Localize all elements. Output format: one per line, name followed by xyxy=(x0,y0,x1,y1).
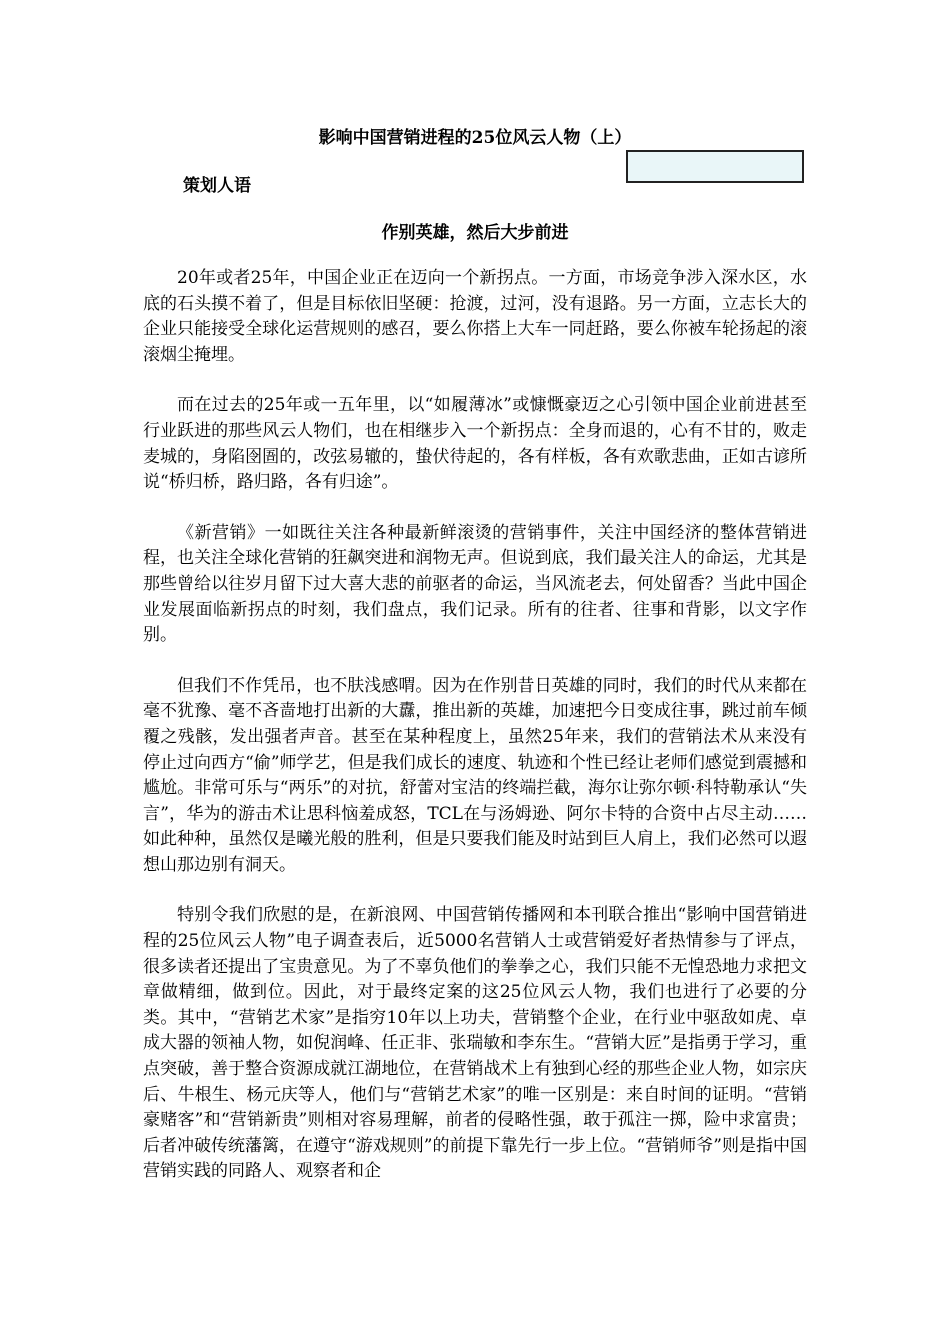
article-subtitle: 作别英雄，然后大步前进 xyxy=(381,223,569,243)
paragraph-5: 特别令我们欣慰的是，在新浪网、中国营销传播网和本刊联合推出“影响中国营销进程的25位风云人物”电子调查表后，近5000名营销人士或营销爱好者热情参与了评点，很多读者还提出了宝贵意见。为了不辜负他们的拳拳之心，我们只能不无惶恐地力求把文章做精细，做到位。因此，对于最终定案的这25位风云人物，我们也进行了必要的分类。其中，“营销艺术家”是指穷10年以上功夫，营销整个企业，在行业中驱敌如虎、卓成大器的领袖人物，如倪润峰、任正非、张瑞敏和李东生。“营销大匠”是指勇于学习，重点突破，善于整合资源成就江湖地位，在营销战术上有独到心经的那些企业人物，如宗庆后、牛根生、杨元庆等人，他们与“营销艺术家”的唯一区别是：来自时间的证明。“营销豪赌客”和“营销新贵”则相对容易理解，前者的侵略性强，敢于孤注一掷，险中求富贵；后者冲破传统藩篱，在遵守“游戏规则”的前提下靠先行一步上位。“营销师爷”则是指中国营销实践的同路人、观察者和企 xyxy=(143,905,807,1182)
paragraph-4: 但我们不作凭吊，也不肤浅感喟。因为在作别昔日英雄的同时，我们的时代从来都在毫不犹豫、毫不吝啬地打出新的大纛，推出新的英雄，加速把今日变成往事，跳过前车倾覆之残骸，发出强者声音。甚至在某种程度上，虽然25年来，我们的营销法术从来没有停止过向西方“偷”师学艺，但是我们成长的速度、轨迹和个性已经让老师们感觉到震撼和尴尬。非常可乐与“两乐”的对抗，舒蕾对宝洁的终端拦截，海尔让弥尔顿·科特勒承认“失言”，华为的游击术让思科恼羞成怒，TCL在与汤姆逊、阿尔卡特的合资中占尽主动……如此种种，虽然仅是曦光般的胜利，但是只要我们能及时站到巨人肩上，我们必然可以遐想山那边别有洞天。 xyxy=(143,675,807,875)
article-body xyxy=(143,266,807,1210)
section-heading: 策划人语 xyxy=(183,176,251,196)
paragraph-1: 20年或者25年，中国企业正在迈向一个新拐点。一方面，市场竞争涉入深水区，水底的石头摸不着了，但是目标依旧坚硬：抢渡，过河，没有退路。另一方面，立志长大的企业只能接受全球化运营规则的感召，要么你搭上大车一同赶路，要么你被车轮扬起的滚滚烟尘掩埋。 xyxy=(143,268,807,365)
paragraph-2: 而在过去的25年或一五年里，以“如履薄冰”或慷慨豪迈之心引领中国企业前进甚至行业跃进的那些风云人物们，也在相继步入一个新拐点：全身而退的，心有不甘的，败走麦城的，身陷囹圄的，改弦易辙的，蛰伏待起的，各有样板，各有欢歌悲曲，正如古谚所说“桥归桥，路归路，各有归途”。 xyxy=(143,395,807,493)
paragraph-3: 《新营销》一如既往关注各种最新鲜滚烫的营销事件，关注中国经济的整体营销进程，也关注全球化营销的狂飙突进和润物无声。但说到底，我们最关注人的命运，尤其是那些曾给以往岁月留下过大喜大悲的前驱者的命运，当风流老去，何处留香？当此中国企业发展面临新拐点的时刻，我们盘点，我们记录。所有的往者、往事和背影，以文字作别。 xyxy=(143,522,807,646)
empty-text-box xyxy=(626,150,804,183)
document-title: 影响中国营销进程的25位风云人物（上） xyxy=(318,128,632,148)
